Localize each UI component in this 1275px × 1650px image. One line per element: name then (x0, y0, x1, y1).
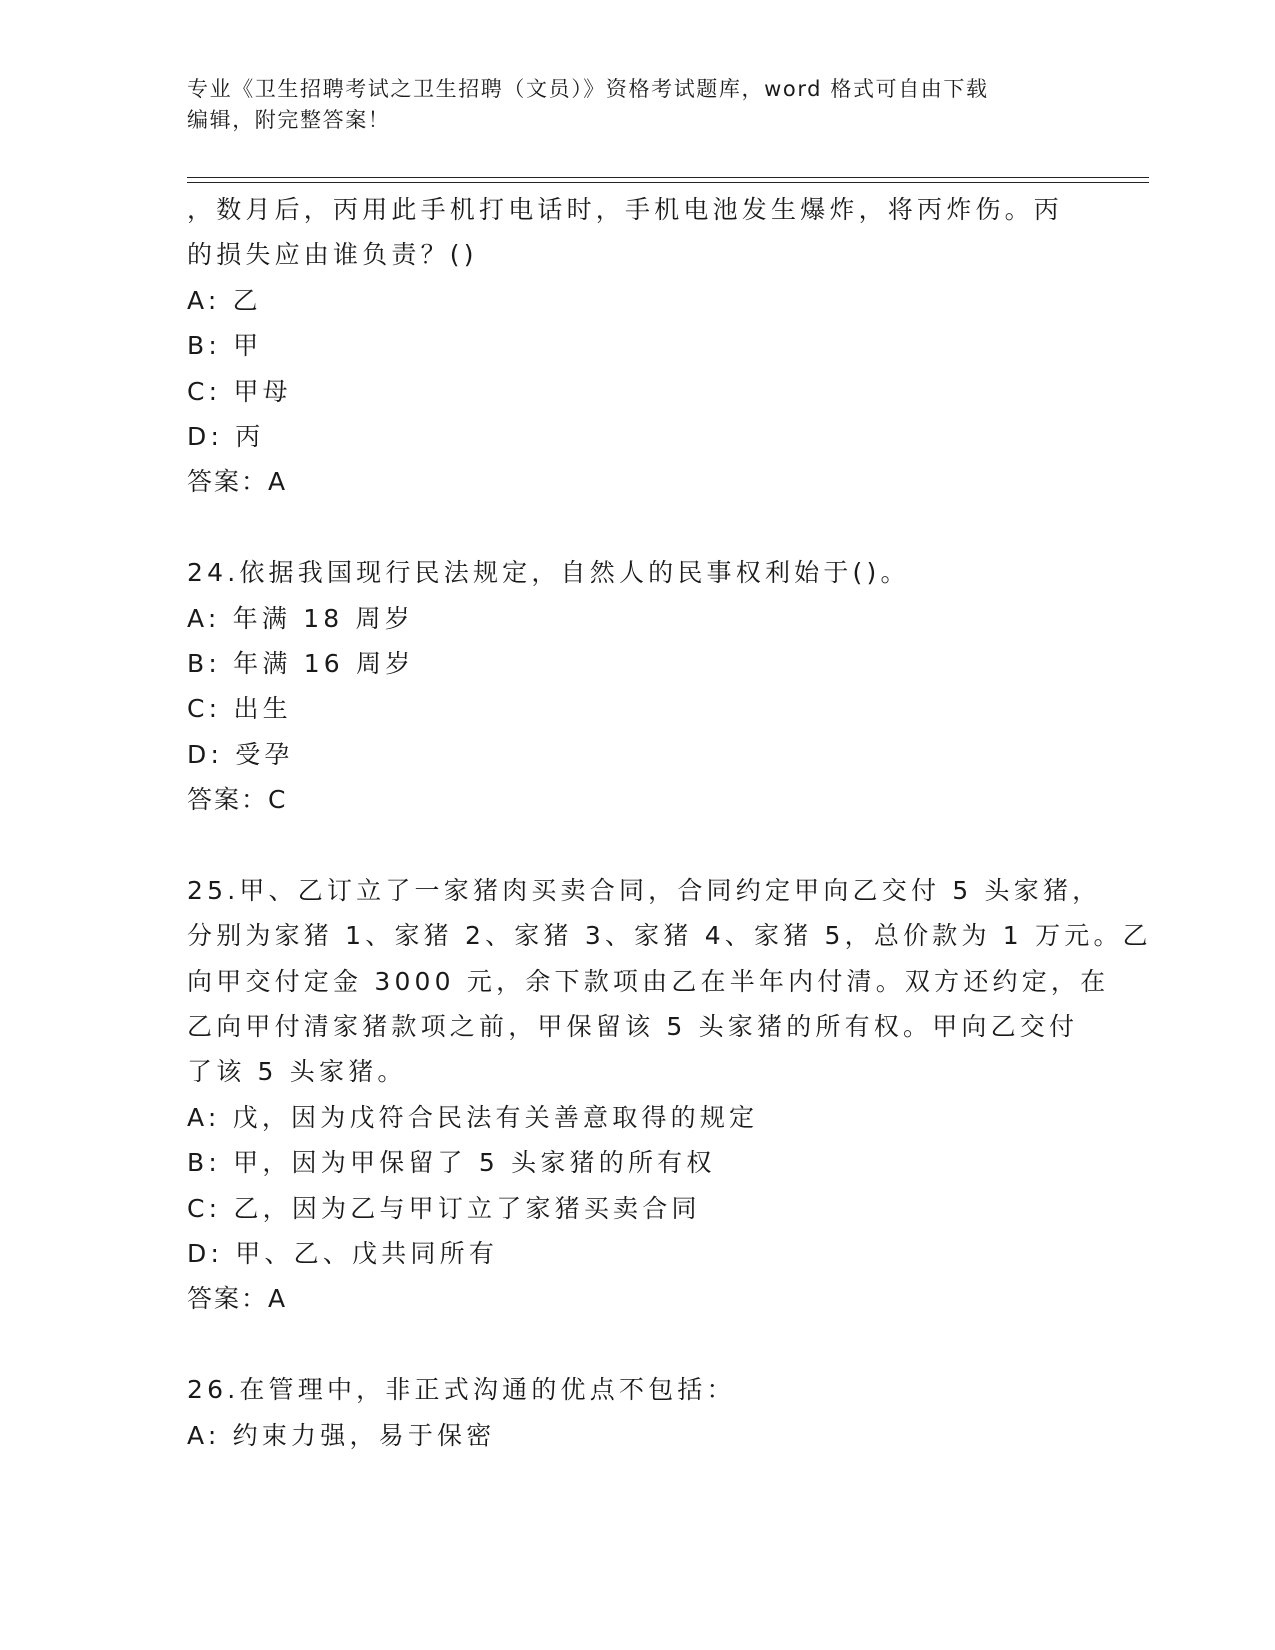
question-26 (187, 1367, 1087, 1458)
question-text-line: 乙向甲付清家猪款项之前，甲保留该 5 头家猪的所有权。甲向乙交付 (187, 1012, 1079, 1042)
option-label: A: (187, 1102, 221, 1132)
question-text-line: 向甲交付定金 3000 元，余下款项由乙在半年内付清。双方还约定，在 (187, 966, 1110, 996)
question-text-line: 24.依据我国现行民法规定，自然人的民事权利始于()。 (187, 558, 910, 588)
option-label: D: (187, 739, 224, 769)
question-text-line: 25.甲、乙订立了一家猪肉买卖合同，合同约定甲向乙交付 5 头家猪， (187, 875, 1102, 905)
option-label: A: (187, 1420, 221, 1450)
option-text: 乙 (232, 285, 262, 315)
option-b (187, 1140, 1087, 1185)
option-label: A: (187, 285, 221, 315)
option-text: 出生 (233, 694, 292, 724)
answer: 答案：A (187, 467, 288, 497)
option-label: C: (187, 1193, 222, 1223)
question-23 (187, 187, 1087, 505)
option-b (187, 323, 1087, 368)
option-text: 甲，因为甲保留了 5 头家猪的所有权 (233, 1148, 716, 1178)
question-text-line: ，数月后，丙用此手机打电话时，手机电池发生爆炸，将丙炸伤。丙 (187, 195, 1064, 224)
option-c (187, 1186, 1087, 1231)
option-c (187, 686, 1087, 731)
question-text-line: 26.在管理中，非正式沟通的优点不包括： (187, 1375, 736, 1405)
header-line-2: 编辑，附完整答案！ (187, 108, 391, 132)
spacer (187, 822, 1087, 867)
option-label: C: (187, 694, 222, 724)
answer: 答案：A (187, 1284, 288, 1314)
header-divider-bottom (187, 182, 1149, 183)
option-a (187, 596, 1087, 641)
question-25 (187, 868, 1152, 1322)
option-d (187, 732, 1087, 777)
document-header (187, 74, 1087, 136)
option-d (187, 1231, 1087, 1276)
question-text-line: 分别为家猪 1、家猪 2、家猪 3、家猪 4、家猪 5，总价款为 1 万元。乙 (187, 921, 1152, 951)
option-label: B: (187, 1148, 221, 1178)
option-d (187, 414, 1087, 459)
option-text: 丙 (235, 421, 265, 451)
option-text: 约束力强，易于保密 (232, 1420, 496, 1450)
option-label: D: (187, 421, 224, 451)
question-text-line: 的损失应由谁负责？() (187, 240, 478, 270)
answer: 答案：C (187, 785, 288, 815)
option-text: 乙，因为乙与甲订立了家猪买卖合同 (233, 1193, 701, 1223)
option-b (187, 641, 1087, 686)
option-text: 年满 16 周岁 (233, 648, 415, 678)
option-c (187, 369, 1087, 414)
option-label: B: (187, 331, 221, 361)
option-text: 甲 (233, 331, 263, 361)
option-a (187, 1095, 1087, 1140)
option-text: 甲、乙、戊共同所有 (235, 1238, 499, 1268)
option-a (187, 278, 1087, 323)
option-a (187, 1413, 1087, 1458)
question-24 (187, 550, 1087, 822)
option-label: B: (187, 648, 221, 678)
spacer (187, 505, 1087, 550)
option-text: 年满 18 周岁 (232, 603, 414, 633)
option-label: A: (187, 603, 221, 633)
spacer (187, 1322, 1087, 1367)
document-body (187, 187, 1152, 1458)
question-text-line: 了该 5 头家猪。 (187, 1057, 407, 1087)
option-label: C: (187, 376, 222, 406)
option-text: 受孕 (235, 739, 294, 769)
option-label: D: (187, 1238, 224, 1268)
option-text: 甲母 (233, 376, 292, 406)
option-text: 戊，因为戊符合民法有关善意取得的规定 (232, 1102, 759, 1132)
header-line-1: 专业《卫生招聘考试之卫生招聘（文员）》资格考试题库，word 格式可自由下载 (187, 77, 989, 101)
header-divider-top (187, 177, 1149, 178)
